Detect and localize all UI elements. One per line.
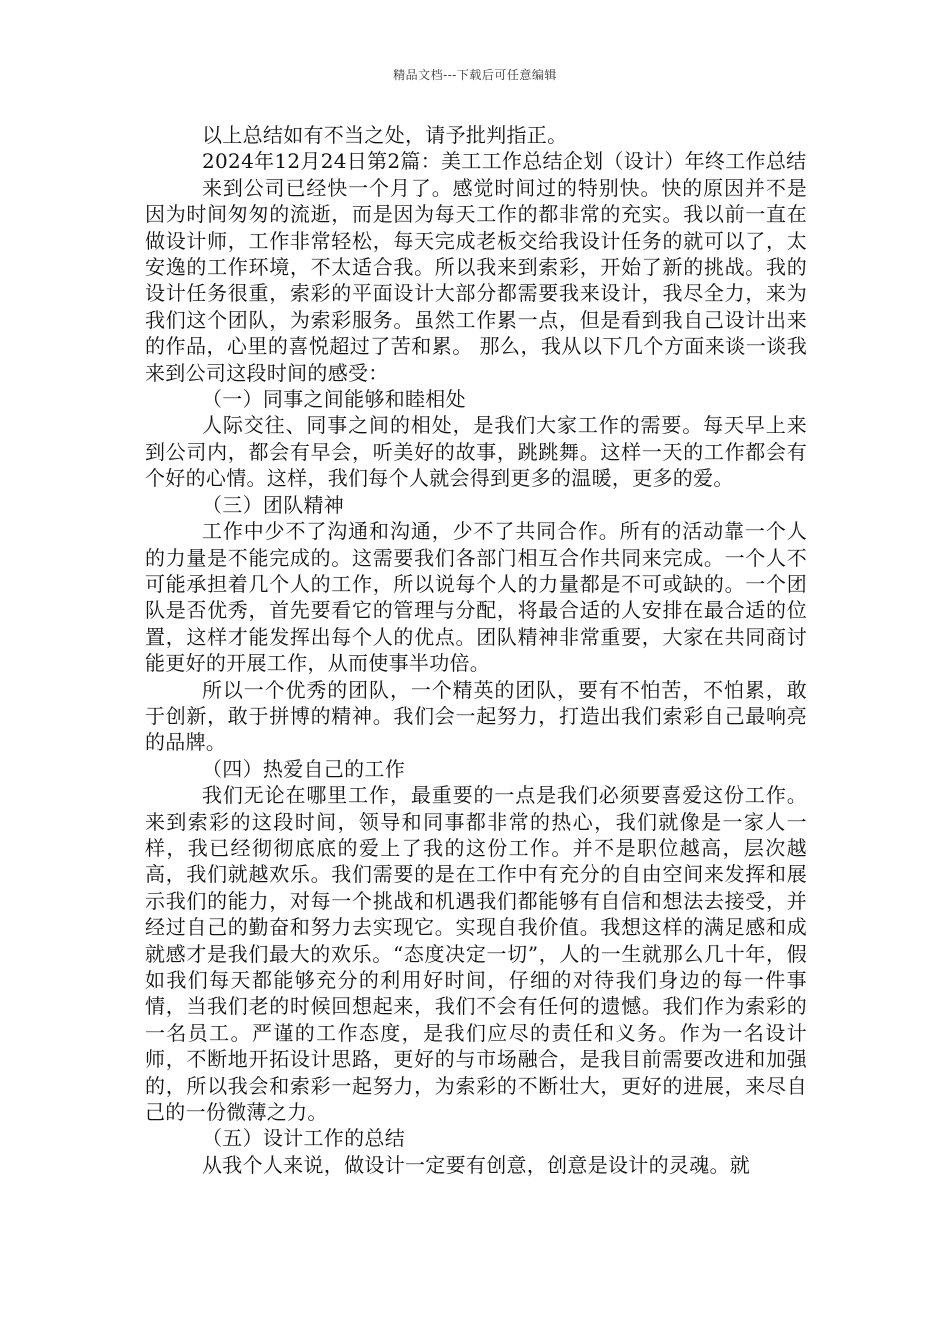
section-heading: （五）设计工作的总结: [202, 1126, 405, 1151]
paragraph: 我们无论在哪里工作，最重要的一点是我们必须要喜爱这份工作。来到索彩的这段时间，领导和同事都非常的热心，我们就像是一家人一样，我已经彻彻底底的爱上了我的这份工作。并不是职位越高，层次越高，我们就越欢乐。我们需要的是在工作中有充分的自由空间来发挥和展示我们的能力，对每一个挑战和机遇我们都能够有自信和想法去接受，并经过自己的勤奋和努力去实现它。实现自我价值。我想这样的满足感和成就感才是我们最大的欢乐。“态度决定一切”，人的一生就那么几十年，假如我们每天都能够充分的利用好时间，仔细的对待我们身边的每一件事情，当我们老的时候回想起来，我们不会有任何的遗憾。我们作为索彩的一名员工。严谨的工作态度，是我们应尽的责任和义务。作为一名设计师，不断地开拓设计思路，更好的与市场融合，是我目前需要改进和加强的，所以我会和索彩一起努力，为索彩的不断壮大，更好的进展，来尽自己的一份微薄之力。: [145, 783, 807, 1125]
paragraph: 来到公司已经快一个月了。感觉时间过的特别快。快的原因并不是因为时间匆匆的流逝，而是因为每天工作的都非常的充实。我以前一直在做设计师，工作非常轻松，每天完成老板交给我设计任务的就可以了，太安逸的工作环境，不太适合我。所以我来到索彩，开始了新的挑战。我的设计任务很重，索彩的平面设计大部分都需要我来设计，我尽全力，来为我们这个团队，为索彩服务。虽然工作累一点，但是看到我自己设计出来的作品，心里的喜悦超过了苦和累。 那么，我从以下几个方面来谈一谈我来到公司这段时间的感受：: [145, 175, 807, 385]
paragraph: 人际交往、同事之间的相处，是我们大家工作的需要。每天早上来到公司内，都会有早会，听美好的故事，跳跳舞。这样一天的工作都会有个好的心情。这样，我们每个人就会得到更多的温暖，更多的爱。: [145, 413, 807, 491]
paragraph: 所以一个优秀的团队，一个精英的团队，要有不怕苦，不怕累，敢于创新，敢于拼博的精神。我们会一起努力，打造出我们索彩自己最响亮的品牌。: [145, 677, 807, 755]
page-header: 精品文档---下载后可任意编辑: [393, 68, 557, 82]
paragraph: 2024年12月24日第2篇：美工工作总结企划（设计）年终工作总结: [202, 149, 807, 174]
section-heading: （一）同事之间能够和睦相处: [202, 387, 466, 412]
section-heading: （三）团队精神: [202, 492, 345, 517]
document-body: [145, 122, 807, 1178]
paragraph: 从我个人来说，做设计一定要有创意，创意是设计的灵魂。就: [202, 1152, 751, 1177]
paragraph: 工作中少不了沟通和沟通，少不了共同合作。所有的活动靠一个人的力量是不能完成的。这需要我们各部门相互合作共同来完成。一个人不可能承担着几个人的工作，所以说每个人的力量都是不可或缺的。一个团队是否优秀，首先要看它的管理与分配，将最合适的人安排在最合适的位置，这样才能发挥出每个人的优点。团队精神非常重要，大家在共同商讨能更好的开展工作，从而使事半功倍。: [145, 519, 807, 676]
section-heading: （四）热爱自己的工作: [202, 756, 405, 781]
paragraph: 以上总结如有不当之处，请予批判指正。: [202, 123, 568, 147]
